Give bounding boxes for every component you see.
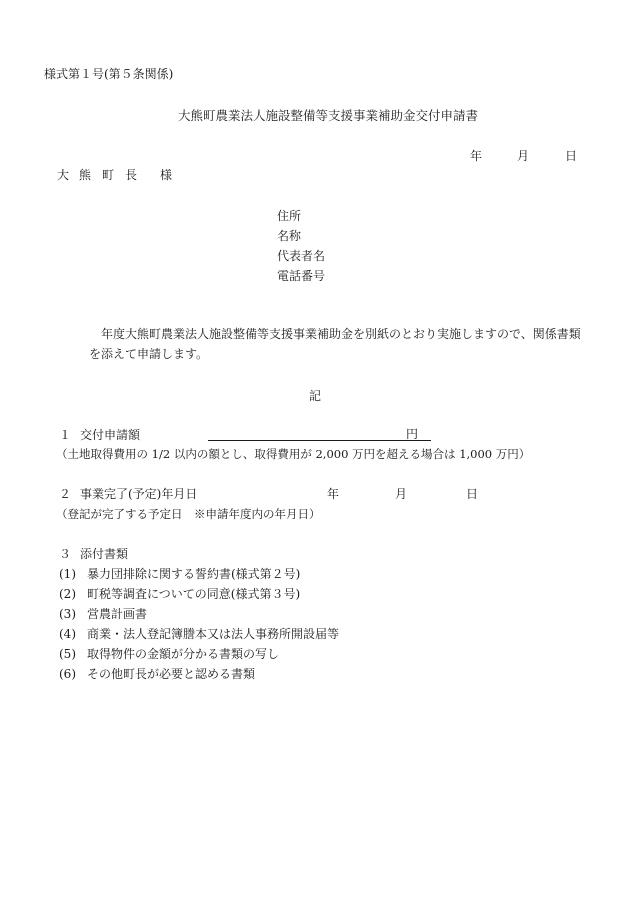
attachment-number: (1) — [59, 567, 76, 581]
attachment-number: (4) — [59, 627, 76, 641]
item1-number: １ — [59, 428, 72, 442]
item2-number: ２ — [59, 487, 72, 501]
item3-label: 添付書類 — [80, 547, 129, 561]
completion-year-label: 年 — [327, 487, 340, 501]
body-text-line-2: を添えて申請します。 — [89, 347, 209, 361]
attachment-number: (3) — [59, 607, 76, 621]
applicant-representative-label: 代表者名 — [277, 249, 326, 263]
item2-note: （登記が完了する予定日 ※申請年度内の年月日） — [56, 507, 321, 521]
item1-label: 交付申請額 — [80, 428, 141, 442]
addressee-char-4: 長 — [125, 168, 138, 182]
date-month-label: 月 — [517, 149, 530, 163]
addressee-char-1: 大 — [57, 168, 70, 182]
body-text-line-1: 年度大熊町農業法人施設整備等支援事業補助金を別紙のとおり実施しますので、関係書類 — [101, 327, 581, 341]
date-day-label: 日 — [565, 149, 578, 163]
date-year-label: 年 — [470, 149, 483, 163]
completion-day-label: 日 — [466, 487, 479, 501]
applicant-name-label: 名称 — [277, 229, 302, 243]
attachment-text: その他町長が必要と認める書類 — [87, 667, 256, 681]
attachment-number: (2) — [59, 587, 76, 601]
item1-note: （土地取得費用の 1/2 以内の額とし、取得費用が 2,000 万円を超える場合は 1,000 万円） — [56, 447, 531, 461]
attachment-text: 商業・法人登記簿謄本又は法人事務所開設届等 — [87, 627, 340, 641]
attachment-text: 営農計画書 — [87, 607, 148, 621]
item3-number: ３ — [59, 547, 72, 561]
completion-month-label: 月 — [395, 487, 408, 501]
attachment-text: 暴力団排除に関する誓約書(様式第２号) — [87, 567, 301, 581]
ki-heading: 記 — [309, 389, 322, 403]
addressee-honorific: 様 — [160, 168, 173, 182]
form-label: 様式第１号(第５条関係) — [44, 67, 174, 81]
addressee-char-3: 町 — [102, 168, 115, 182]
amount-underline — [208, 440, 431, 441]
attachment-text: 取得物件の金額が分かる書類の写し — [87, 647, 280, 661]
attachment-number: (5) — [59, 647, 76, 661]
addressee-char-2: 熊 — [79, 168, 92, 182]
attachment-number: (6) — [59, 667, 76, 681]
applicant-phone-label: 電話番号 — [277, 269, 326, 283]
item2-label: 事業完了(予定)年月日 — [80, 487, 198, 501]
document-title: 大熊町農業法人施設整備等支援事業補助金交付申請書 — [178, 108, 479, 123]
applicant-address-label: 住所 — [277, 209, 302, 223]
attachment-text: 町税等調査についての同意(様式第３号) — [87, 587, 301, 601]
amount-unit-yen: 円 — [406, 427, 419, 441]
